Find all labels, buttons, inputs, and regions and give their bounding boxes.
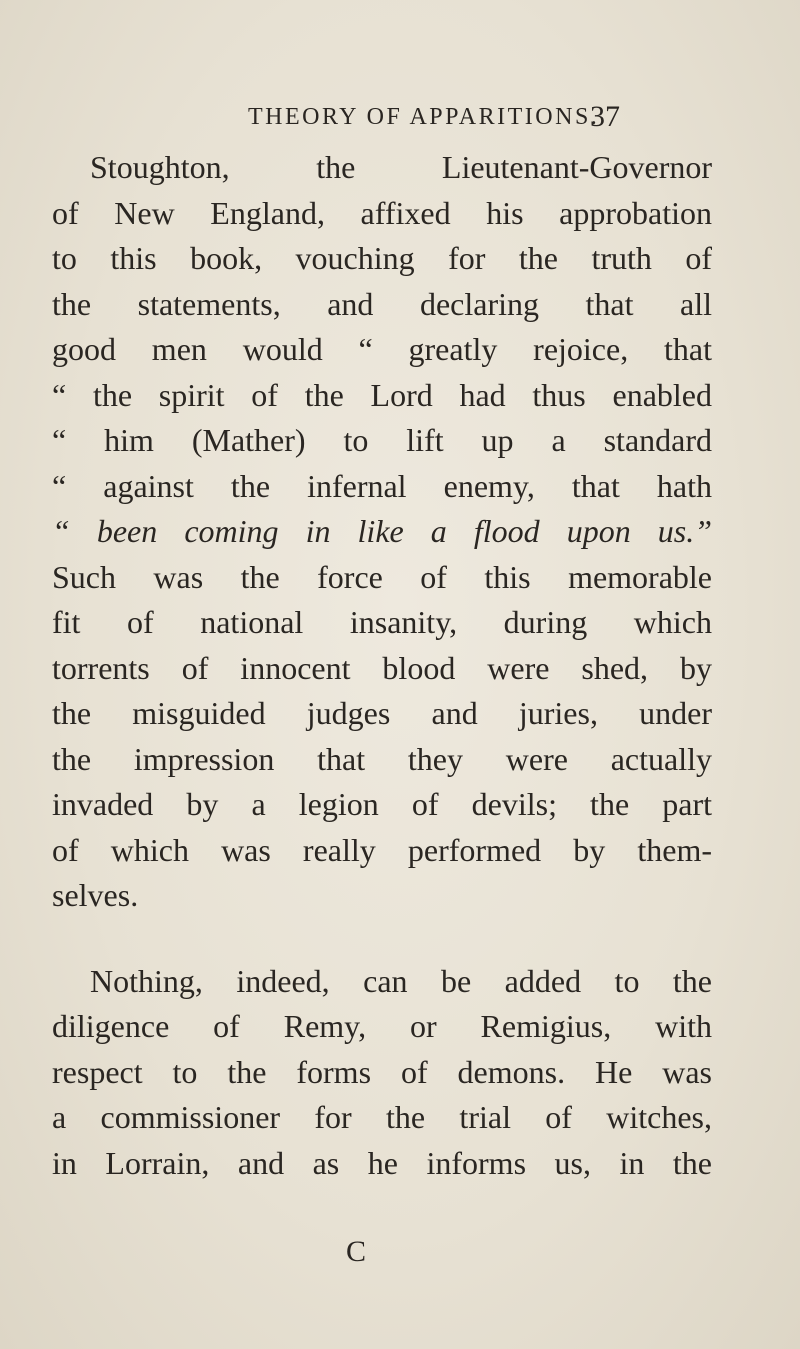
text-line: fit of national insanity, during which [52,604,712,640]
paragraph-gap [52,919,712,959]
page-number: 37 [590,100,620,133]
text-line: of New England, affixed his approbation [52,194,712,231]
text-line: the statements, and declaring that all [52,285,712,322]
running-title: THEORY OF APPARITIONS. [248,104,600,130]
text-line: “ him (Mather) to lift up a standard [52,422,712,458]
text-line: “ the spirit of the Lord had thus enabled [52,376,712,413]
text-line: selves. [52,877,139,913]
text-line: respect to the forms of demons. He was [52,1053,712,1090]
running-head [0,100,800,140]
text-line: “ been coming in like a flood upon us.” [52,513,712,549]
text-line: Nothing, indeed, can be added to the [90,962,712,999]
text-line: diligence of Remy, or Remigius, with [52,1008,712,1044]
text-line: a commissioner for the trial of witches, [52,1099,712,1135]
text-line: the misguided judges and juries, under [52,695,712,731]
body-text [52,145,712,1186]
text-line: good men would “ greatly rejoice, that [52,331,712,367]
text-line: “ against the infernal enemy, that hath [52,467,712,504]
text-line: torrents of innocent blood were shed, by [52,649,712,686]
text-line: the impression that they were actually [52,740,712,777]
text-line: invaded by a legion of devils; the part [52,786,712,822]
text-line: in Lorrain, and as he informs us, in the [52,1144,712,1181]
signature-mark: C [346,1235,367,1268]
text-line: Such was the force of this memorable [52,558,712,595]
text-line: Stoughton, the Lieutenant-Governor [90,149,712,185]
text-line: to this book, vouching for the truth of [52,240,712,276]
text-line: of which was really performed by them- [52,831,712,868]
